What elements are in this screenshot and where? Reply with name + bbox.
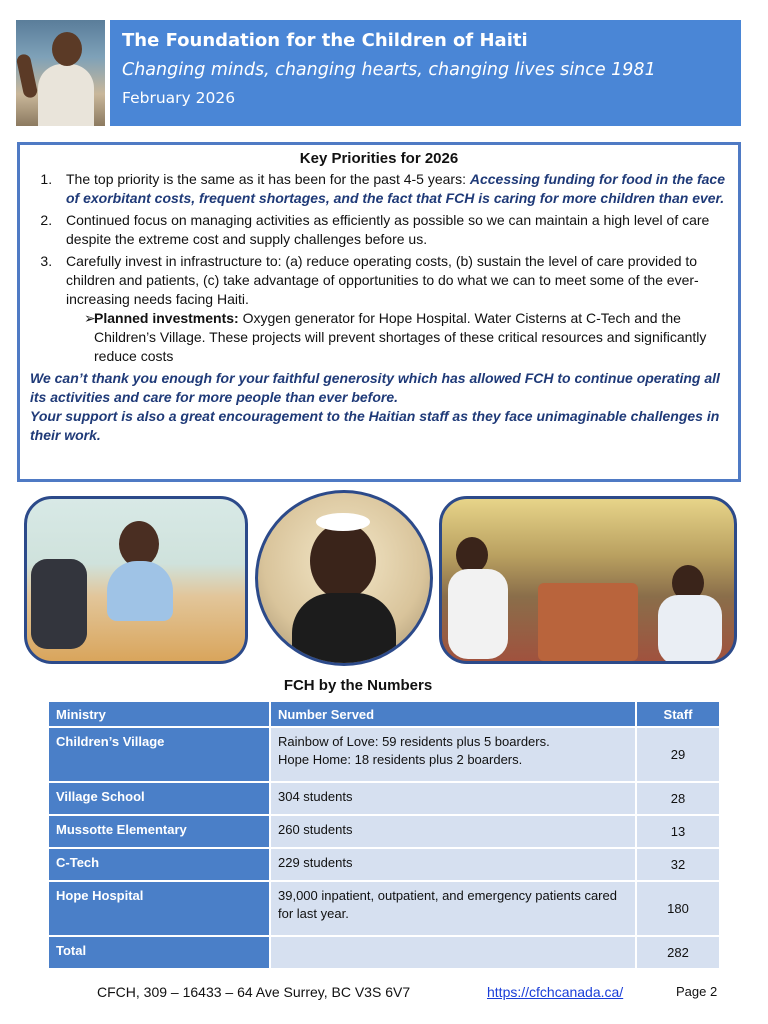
priority-text: Continued focus on managing activities as efficiently as possible so we can maintain a high level of care despite the extreme cost and supply challenges before us. bbox=[66, 212, 710, 247]
sub-text: Oxygen generator for Hope Hospital. Water Cisterns at C-Tech and the Children’s Village. These projects will prevent shortages of these critical resources and significantly reduce costs bbox=[94, 310, 707, 364]
table-row bbox=[49, 728, 719, 781]
numbers-table bbox=[47, 700, 721, 970]
table-row bbox=[49, 849, 719, 880]
numbers-title: FCH by the Numbers bbox=[283, 677, 433, 694]
header-ministry: Ministry bbox=[49, 702, 269, 726]
website-link[interactable]: https://cfchcanada.ca/ bbox=[487, 984, 624, 1000]
ministry-cell: Village School bbox=[49, 783, 269, 814]
table-row bbox=[49, 937, 719, 968]
sub-item bbox=[84, 309, 728, 366]
footer-address: CFCH, 309 – 16433 – 64 Ave Surrey, BC V3S 6V7 bbox=[97, 984, 411, 1000]
served-cell bbox=[271, 937, 635, 968]
served-line: Hope Home: 18 residents plus 2 boarders. bbox=[278, 752, 523, 767]
priority-text: Carefully invest in infrastructure to: (a) reduce operating costs, (b) sustain the level of care provided to children and patients, (c) take advantage of opportunities to do what we can to meet some of the ever-increasing needs facing Haiti. bbox=[66, 253, 699, 307]
staff-cell: 282 bbox=[637, 937, 719, 968]
staff-cell: 28 bbox=[637, 783, 719, 814]
arrow-bullet-icon: ➢ bbox=[84, 310, 96, 326]
header-staff: Staff bbox=[637, 702, 719, 726]
served-line: Rainbow of Love: 59 residents plus 5 boarders. bbox=[278, 734, 550, 749]
served-cell: 39,000 inpatient, outpatient, and emergency patients cared for last year. bbox=[271, 882, 635, 935]
tagline: Changing minds, changing hearts, changing lives since 1981 bbox=[122, 60, 656, 80]
org-name: The Foundation for the Children of Haiti bbox=[122, 30, 528, 51]
ministry-cell: C-Tech bbox=[49, 849, 269, 880]
header-served: Number Served bbox=[271, 702, 635, 726]
priority-item bbox=[56, 170, 728, 208]
priority-item bbox=[56, 211, 728, 249]
closing-thanks: We can’t thank you enough for your faithful generosity which has allowed FCH to continue operating all its activities and care for more people than ever before. bbox=[30, 370, 720, 405]
priorities-list bbox=[30, 170, 728, 366]
table-row bbox=[49, 783, 719, 814]
table-row bbox=[49, 882, 719, 935]
ministry-cell: Total bbox=[49, 937, 269, 968]
children-praying-at-meal-photo bbox=[439, 496, 737, 664]
served-cell: 304 students bbox=[271, 783, 635, 814]
closing-support: Your support is also a great encouragement to the Haitian staff as they face unimaginable challenges in their work. bbox=[30, 408, 720, 443]
smiling-girl-photo bbox=[255, 490, 433, 666]
header-banner bbox=[110, 20, 741, 126]
table-row bbox=[49, 816, 719, 847]
ministry-cell: Hope Hospital bbox=[49, 882, 269, 935]
priority-highlight: Accessing funding for food in the face of exorbitant costs, frequent shortages, and the fact that FCH is caring for more children than ever. bbox=[66, 171, 725, 206]
staff-cell: 13 bbox=[637, 816, 719, 847]
served-cell: 260 students bbox=[271, 816, 635, 847]
staff-cell: 180 bbox=[637, 882, 719, 935]
sub-list bbox=[66, 309, 728, 366]
priorities-title: Key Priorities for 2026 bbox=[299, 150, 459, 167]
ministry-cell: Children’s Village bbox=[49, 728, 269, 781]
served-cell: 229 students bbox=[271, 849, 635, 880]
table-header-row bbox=[49, 702, 719, 726]
page-number: Page 2 bbox=[676, 984, 718, 999]
issue-date: February 2026 bbox=[122, 89, 236, 107]
priority-item bbox=[56, 252, 728, 366]
portrait-photo bbox=[16, 20, 105, 126]
child-at-table-photo bbox=[24, 496, 248, 664]
priority-text: The top priority is the same as it has been for the past 4-5 years: bbox=[66, 171, 470, 187]
served-cell bbox=[271, 728, 635, 781]
staff-cell: 32 bbox=[637, 849, 719, 880]
key-priorities-box bbox=[17, 142, 741, 482]
sub-label: Planned investments: bbox=[94, 310, 239, 326]
staff-cell: 29 bbox=[637, 728, 719, 781]
ministry-cell: Mussotte Elementary bbox=[49, 816, 269, 847]
